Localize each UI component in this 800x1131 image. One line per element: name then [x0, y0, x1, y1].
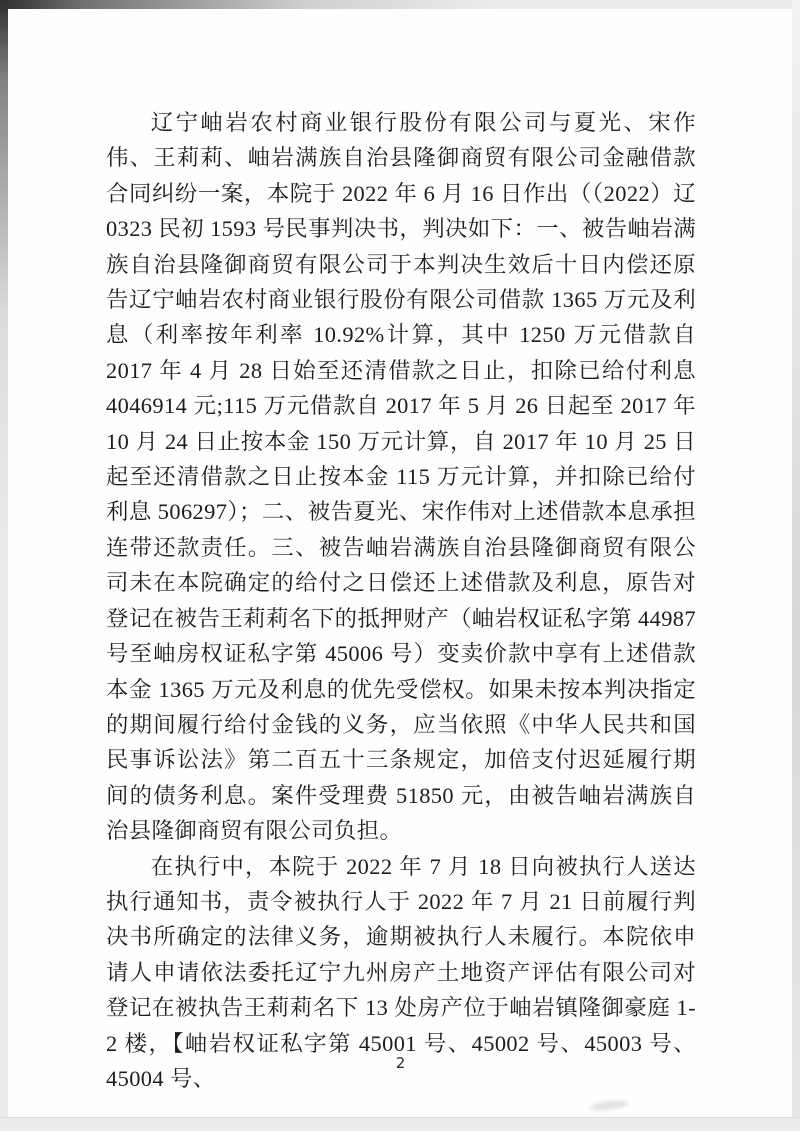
- execution-paragraph-2: 在执行中，本院于 2022 年 7 月 18 日向被执行人送达执行通知书，责令被执行人于 2022 年 7 月 21 日前履行判决书所确定的法律义务，逾期被执行人未履行。本院依申请人申请依法委托辽宁九州房产土地资产评估有限公司对登记在被执告王莉莉名下 13 处房产位于岫岩镇隆御豪庭 1-2 楼，【岫岩权证私字第 45001 号、45002 号、45003 号、45004 号、: [106, 853, 696, 1091]
- page-number: 2: [395, 1054, 406, 1072]
- scan-edge-left: [0, 0, 8, 1131]
- scan-edge-right: [792, 0, 800, 1131]
- document-page: [8, 9, 793, 1118]
- scan-smudge-artifact: [590, 1099, 629, 1113]
- judgment-paragraph-1: 辽宁岫岩农村商业银行股份有限公司与夏光、宋作伟、王莉莉、岫岩满族自治县隆御商贸有限公司金融借款合同纠纷一案，本院于 2022 年 6 月 16 日作出（（2022）辽 0323 民初 1593 号民事判决书，判决如下：一、被告岫岩满族自治县隆御商贸有限公司于本判决生效后十日内偿还原告辽宁岫岩农村商业银行股份有限公司借款 1365 万元及利息（利率按年利率 10.92%计算，其中 1250 万元借款自 2017 年 4 月 28 日始至还清借款之日止，扣除已给付利息 4046914 元;115 万元借款自 2017 年 5 月 26 日起至 2017 年 10 月 24 日止按本金 150 万元计算，自 2017 年 10 月 25 日起至还清借款之日止按本金 115 万元计算，并扣除已给付利息 506297）；二、被告夏光、宋作伟对上述借款本息承担连带还款责任。三、被告岫岩满族自治县隆御商贸有限公司未在本院确定的给付之日偿还上述借款及利息，原告对登记在被告王莉莉名下的抵押财产（岫岩权证私字第 44987 号至岫房权证私字第 45006 号）变卖价款中享有上述借款本金 1365 万元及利息的优先受偿权。如果未按本判决指定的期间履行给付金钱的义务，应当依照《中华人民共和国民事诉讼法》第二百五十三条规定，加倍支付迟延履行期间的债务利息。案件受理费 51850 元，由被告岫岩满族自治县隆御商贸有限公司负担。: [106, 110, 696, 844]
- scan-edge-bottom: [0, 1117, 800, 1131]
- scan-edge-top: [0, 0, 800, 9]
- judgment-text-block: [106, 105, 696, 1096]
